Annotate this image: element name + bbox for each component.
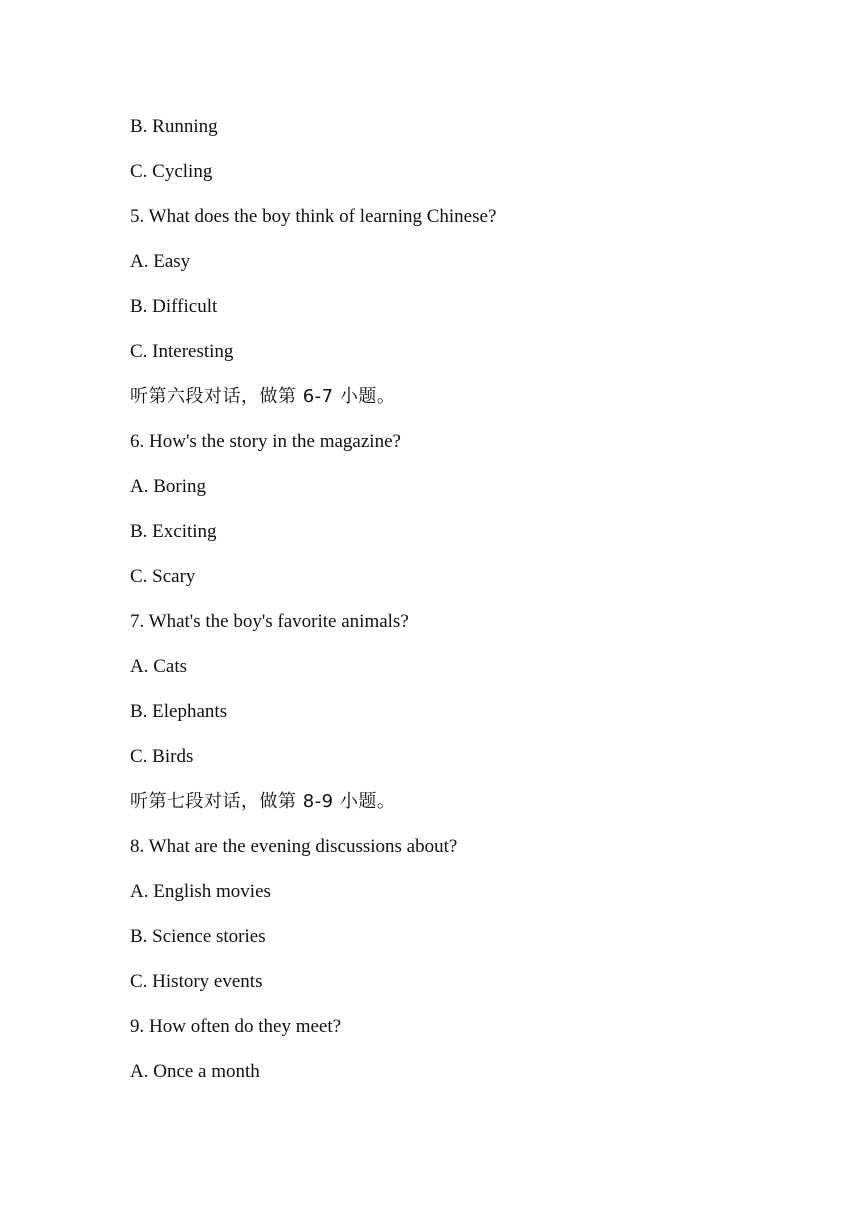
- section-instruction-8-9: 听第七段对话，做第 8-9 小题。: [130, 791, 396, 812]
- option-cats: A. Cats: [130, 656, 187, 677]
- option-exciting: B. Exciting: [130, 521, 217, 542]
- option-english-movies: A. English movies: [130, 881, 271, 902]
- option-science-stories: B. Science stories: [130, 926, 266, 947]
- option-easy: A. Easy: [130, 251, 191, 272]
- option-scary: C. Scary: [130, 566, 196, 587]
- option-interesting: C. Interesting: [130, 341, 234, 362]
- option-once-a-month: A. Once a month: [130, 1061, 260, 1082]
- question-7: 7. What's the boy's favorite animals?: [130, 611, 409, 632]
- section-instruction-6-7: 听第六段对话，做第 6-7 小题。: [130, 386, 396, 407]
- option-difficult: B. Difficult: [130, 296, 218, 317]
- question-9: 9. How often do they meet?: [130, 1016, 342, 1037]
- option-cycling: C. Cycling: [130, 161, 213, 182]
- option-elephants: B. Elephants: [130, 701, 228, 722]
- option-boring: A. Boring: [130, 476, 206, 497]
- question-list: [130, 112, 780, 1102]
- option-running: B. Running: [130, 116, 218, 137]
- question-5: 5. What does the boy think of learning Chinese?: [130, 206, 497, 227]
- question-8: 8. What are the evening discussions about?: [130, 836, 458, 857]
- question-6: 6. How's the story in the magazine?: [130, 431, 401, 452]
- option-birds: C. Birds: [130, 746, 194, 767]
- option-history-events: C. History events: [130, 971, 263, 992]
